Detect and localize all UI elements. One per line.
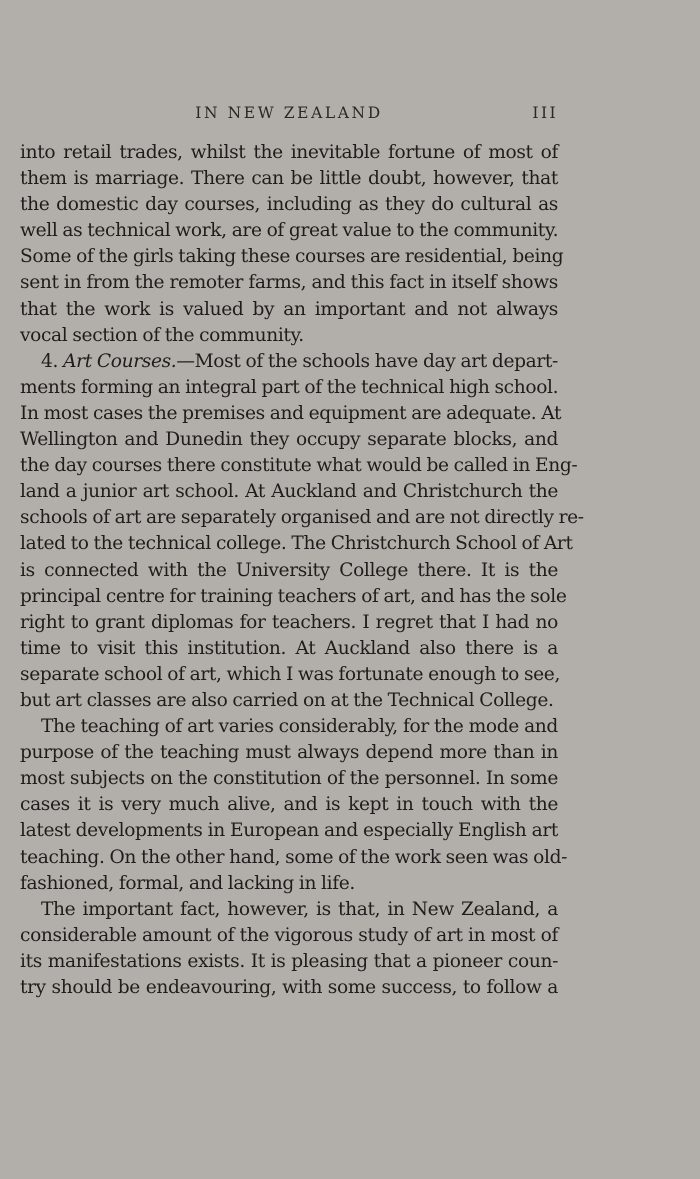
text-line: principal centre for training teachers of art, and has the sole — [20, 585, 567, 607]
text-line: land a junior art school. At Auckland and Christchurch the — [20, 481, 558, 503]
section-heading: Art Courses. — [63, 350, 177, 372]
text-line: In most cases the premises and equipment are adequate. At — [20, 402, 562, 424]
running-head: IN NEW ZEALAND — [195, 104, 383, 122]
text-line: well as technical work, are of great value to the community. — [20, 220, 559, 242]
text-line: ments forming an integral part of the technical high school. — [20, 376, 559, 398]
text-line: into retail trades, whilst the inevitable fortune of most of — [20, 142, 558, 163]
text-line: considerable amount of the vigorous study of art in most of — [20, 924, 558, 946]
text-line: fashioned, formal, and lacking in life. — [20, 872, 355, 894]
text-line: The important fact, however, is that, in New Zealand, a — [41, 898, 558, 920]
section-heading-line — [20, 349, 558, 375]
text-line: teaching. On the other hand, some of the work seen was old- — [20, 846, 568, 868]
body-text — [20, 140, 584, 1001]
text-line: vocal section of the community. — [20, 324, 304, 346]
text-line: Some of the girls taking these courses are residential, being — [20, 246, 564, 268]
text-line: The teaching of art varies considerably, for the mode and — [41, 716, 558, 738]
page-header — [20, 104, 558, 128]
text-line: lated to the technical college. The Christchurch School of Art — [20, 533, 573, 555]
text-line: cases it is very much alive, and is kept in touch with the — [20, 794, 558, 816]
section-text: —Most of the schools have day art depart- — [176, 350, 558, 372]
text-line: separate school of art, which I was fortunate enough to see, — [20, 663, 561, 685]
page-number: III — [532, 104, 558, 122]
text-line: the domestic day courses, including as they do cultural as — [20, 194, 558, 216]
text-line: Wellington and Dunedin they occupy separate blocks, and — [20, 429, 558, 451]
text-line: most subjects on the constitution of the personnel. In some — [20, 768, 558, 790]
text-line: sent in from the remoter farms, and this fact in itself shows — [20, 272, 558, 294]
text-line: try should be endeavouring, with some success, to follow a — [20, 977, 558, 998]
text-line: the day courses there constitute what would be called in Eng- — [20, 455, 578, 477]
text-line: time to visit this institution. At Auckland also there is a — [20, 637, 558, 659]
text-line: its manifestations exists. It is pleasing that a pioneer coun- — [20, 950, 558, 972]
text-line: schools of art are separately organised and are not directly re- — [20, 507, 584, 529]
section-number: 4. — [41, 350, 64, 372]
text-line: purpose of the teaching must always depend more than in — [20, 742, 558, 764]
text-line: but art classes are also carried on at the Technical College. — [20, 689, 554, 711]
text-line: right to grant diplomas for teachers. I regret that I had no — [20, 611, 558, 633]
text-line: is connected with the University College there. It is the — [20, 559, 558, 581]
text-line: that the work is valued by an important and not always — [20, 298, 558, 320]
text-line: them is marriage. There can be little doubt, however, that — [20, 168, 558, 190]
text-line: latest developments in European and especially English art — [20, 820, 558, 842]
